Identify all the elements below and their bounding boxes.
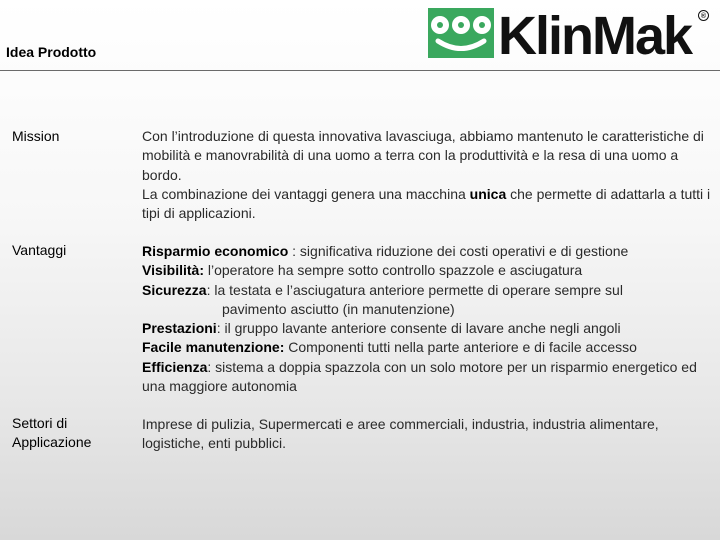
page-title: Idea Prodotto (6, 44, 97, 60)
vantaggio-desc: : significativa riduzione dei costi operativi e di gestione (288, 243, 629, 259)
vantaggio-title: Sicurezza (142, 281, 207, 298)
vantaggio-item (142, 281, 712, 300)
settori-text: Imprese di pulizia, Supermercati e aree commerciali, industria, industria alimentare, logistiche, enti pubblici. (142, 416, 659, 452)
vantaggio-desc: : la testata e l’asciugatura anteriore permette di operare sempre sul (206, 281, 623, 298)
brand-logo (428, 8, 712, 58)
vantaggio-desc: l’operatore ha sempre sotto controllo spazzole e asciugatura (203, 262, 583, 279)
mission-paragraph-1: Con l’introduzione di questa innovativa lavasciuga, abbiamo mantenuto le caratteristiche di mobilità e manovrabilità di una uomo a terra con la produttività e la resa di una uomo a bordo. (142, 128, 704, 183)
vantaggio-desc: Componenti tutti nella parte anteriore e di facile accesso (284, 339, 637, 356)
mission-text-pre: La combinazione dei vantaggi genera una macchina (142, 185, 470, 202)
label-vantaggi: Vantaggi (12, 242, 67, 258)
vantaggio-item (142, 242, 712, 261)
header-divider (0, 70, 720, 71)
vantaggio-item (142, 338, 712, 357)
logo-wordmark: KlinMak (498, 8, 692, 58)
vantaggio-title: Facile manutenzione: (142, 339, 285, 356)
vantaggio-item-continued (142, 300, 712, 319)
label-mission: Mission (12, 128, 60, 144)
mission-text-post: che permette di adattarla a tutti i tipi di applicazioni. (142, 185, 711, 222)
mission-paragraph-2 (142, 185, 712, 224)
klinmak-logo-graphic (428, 8, 712, 58)
registered-mark: ® (698, 10, 709, 21)
vantaggio-title: Prestazioni (142, 320, 217, 337)
label-settori-line2: Applicazione (12, 434, 92, 450)
vantaggio-desc: : il gruppo lavante anteriore consente di lavare anche negli angoli (216, 320, 621, 337)
label-settori-line1: Settori di (12, 415, 68, 431)
mission-text-bold: unica (469, 185, 507, 202)
vantaggio-item (142, 358, 712, 397)
vantaggio-item (142, 261, 712, 280)
vantaggio-desc: pavimento asciutto (in manutenzione) (222, 300, 455, 317)
vantaggi-list (142, 242, 712, 396)
vantaggio-desc: : sistema a doppia spazzola con un solo motore per un risparmio energetico ed una maggiore autonomia (142, 358, 697, 395)
mission-text (142, 127, 712, 223)
vantaggio-title: Risparmio economico (142, 243, 289, 259)
vantaggio-title: Efficienza (142, 358, 208, 375)
vantaggio-item (142, 319, 712, 338)
vantaggio-title: Visibilità: (142, 262, 204, 279)
label-settori (12, 414, 91, 452)
